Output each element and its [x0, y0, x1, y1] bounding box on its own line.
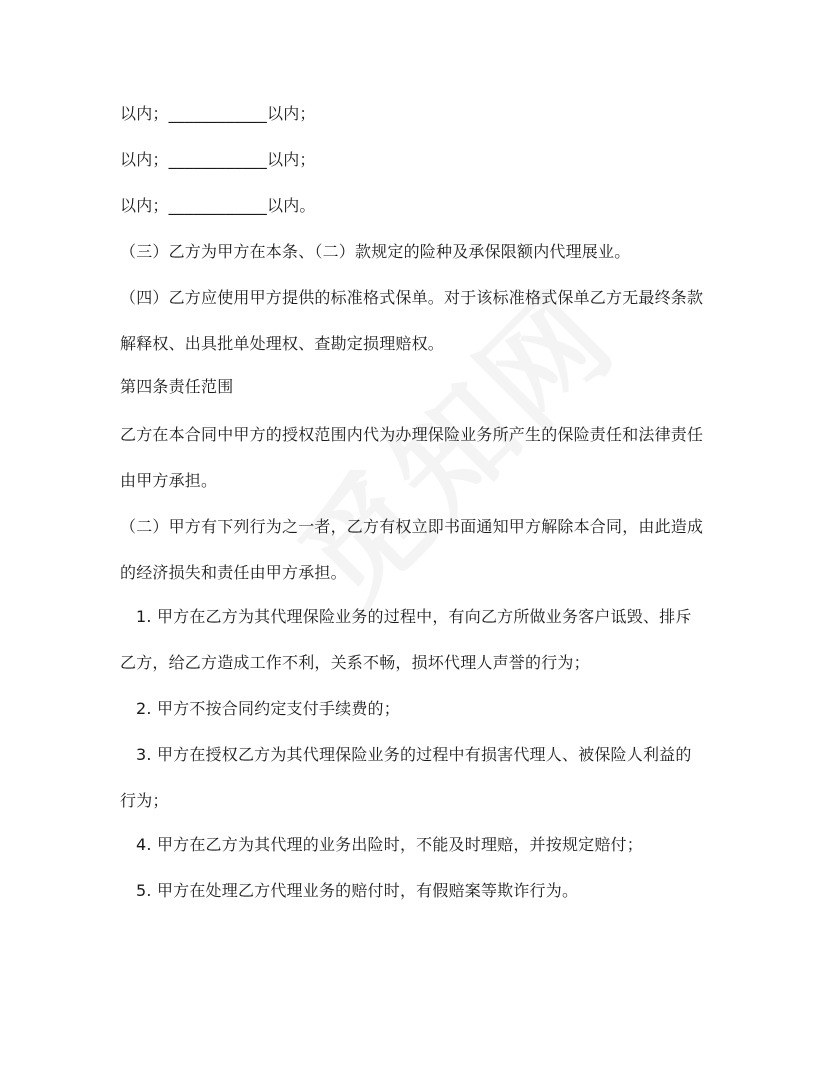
list-item: 5. 甲方在处理乙方代理业务的赔付时，有假赔案等欺诈行为。	[136, 881, 579, 900]
text-line: 以内；____________以内。	[120, 196, 316, 215]
list-item: 4. 甲方在乙方为其代理的业务出险时，不能及时理赔，并按规定赔付；	[136, 835, 643, 854]
text-line: （二）甲方有下列行为之一者，乙方有权立即书面通知甲方解除本合同，由此造成	[120, 517, 704, 536]
text-line: 以内；____________以内；	[120, 150, 316, 169]
list-item: 1. 甲方在乙方为其代理保险业务的过程中，有向乙方所做业务客户诋毁、排斥	[136, 607, 692, 626]
text-line: 以内；____________以内；	[120, 104, 316, 123]
text-line: 解释权、出具批单处理权、查勘定损理赔权。	[120, 334, 445, 353]
text-line: 的经济损失和责任由甲方承担。	[120, 563, 347, 582]
text-line: 由甲方承担。	[120, 471, 218, 490]
text-line: （三）乙方为甲方在本条、（二）款规定的险种及承保限额内代理展业。	[120, 242, 631, 261]
text-line: 乙方在本合同中甲方的授权范围内代为办理保险业务所产生的保险责任和法律责任	[120, 425, 704, 444]
text-line: 乙方，给乙方造成工作不利，关系不畅，损坏代理人声誉的行为；	[120, 653, 590, 672]
list-item: 3. 甲方在授权乙方为其代理保险业务的过程中有损害代理人、被保险人利益的	[136, 745, 692, 764]
list-item: 2. 甲方不按合同约定支付手续费的；	[136, 699, 400, 718]
text-line: （四）乙方应使用甲方提供的标准格式保单。对于该标准格式保单乙方无最终条款	[120, 288, 704, 307]
section-heading: 第四条责任范围	[120, 377, 234, 396]
text-line: 行为；	[120, 791, 169, 810]
